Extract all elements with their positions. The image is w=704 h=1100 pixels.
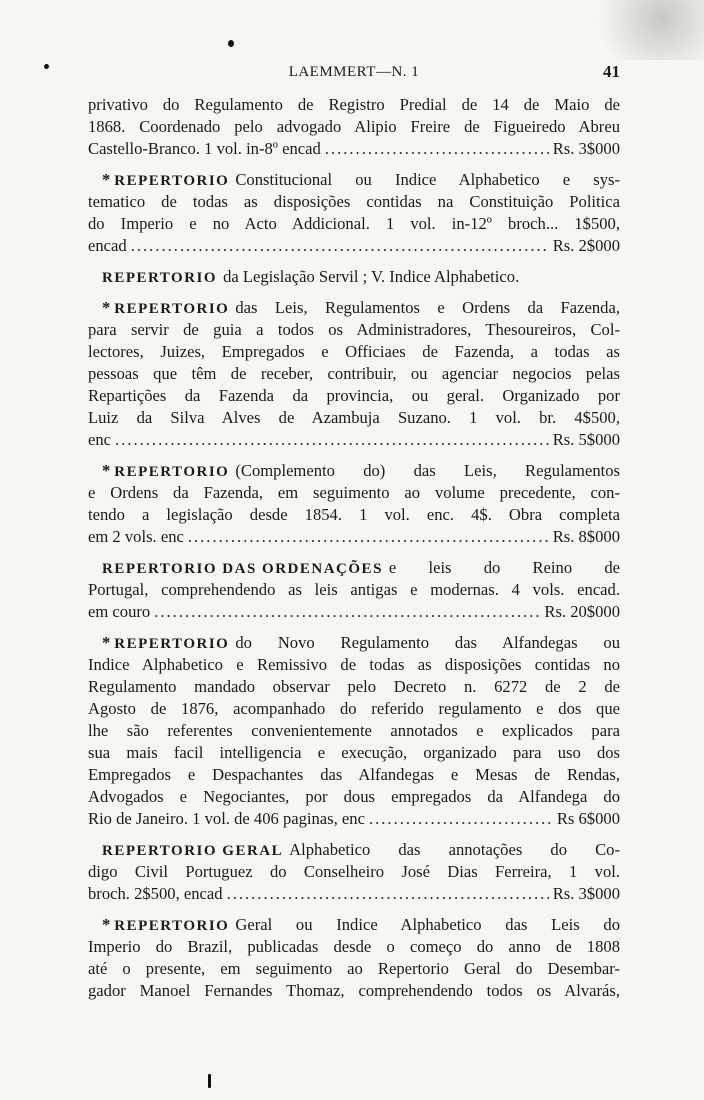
ink-mark [208, 1074, 211, 1088]
text-line [88, 341, 620, 363]
ink-dot [228, 40, 234, 47]
text-line [88, 213, 620, 235]
line-text: pessoas que têm de receber, contribuir, ou agenciar negocios pelas [88, 364, 620, 383]
line-text: broch. 2$500, encad [88, 884, 223, 903]
line-text: digo Civil Portuguez do Conselheiro José Dias Ferreira, 1 vol. [88, 862, 620, 881]
entry-marker: * [102, 298, 111, 317]
entry-keyword: REPERTORIO [102, 270, 218, 286]
text-line [88, 169, 620, 191]
text-line [88, 980, 620, 1002]
text-line [88, 138, 620, 160]
text-line [88, 936, 620, 958]
text-line [88, 601, 620, 623]
entry-keyword: REPERTORIO [114, 464, 230, 480]
line-text: (Complemento do) das Leis, Regulamentos [235, 461, 620, 480]
line-text: em 2 vols. enc [88, 527, 184, 546]
price: Rs 6$000 [556, 809, 620, 828]
text-line [88, 460, 620, 482]
line-text: Advogados e Negociantes, por dous empregados da Alfandega do [88, 787, 620, 806]
line-text: Rio de Janeiro. 1 vol. de 406 paginas, enc [88, 809, 365, 828]
catalogue-text [88, 94, 620, 1011]
dot-leader [325, 138, 549, 160]
text-line [88, 319, 620, 341]
catalogue-entry [88, 266, 620, 288]
page-number: 41 [603, 62, 620, 81]
text-line [88, 786, 620, 808]
text-line [88, 504, 620, 526]
page-header [88, 64, 620, 88]
text-line [88, 839, 620, 861]
line-text: Alphabetico das annotações do Co- [289, 840, 620, 859]
line-text: gador Manoel Fernandes Thomaz, comprehendendo todos os Alvarás, [88, 981, 620, 1000]
catalogue-entry [88, 94, 620, 160]
dot-leader [154, 601, 540, 623]
text-line [88, 742, 620, 764]
catalogue-entry [88, 914, 620, 1002]
entry-marker: * [102, 633, 111, 652]
entry-keyword: REPERTORIO [114, 636, 230, 652]
line-text: em couro [88, 602, 151, 621]
running-head: LAEMMERT—N. 1 [288, 64, 420, 80]
line-text: Imperio do Brazil, publicadas desde o começo do anno de 1808 [88, 937, 620, 956]
dot-leader [369, 808, 553, 830]
text-line [88, 808, 620, 830]
text-line [88, 698, 620, 720]
text-line [88, 191, 620, 213]
dot-leader [227, 883, 549, 905]
text-line [88, 557, 620, 579]
catalogue-entry [88, 460, 620, 548]
price: Rs. 20$000 [544, 602, 620, 621]
line-text: para servir de guia a todos os Administradores, Thesoureiros, Col- [88, 320, 620, 339]
line-text: Indice Alphabetico e Remissivo de todas as disposições contidas no [88, 655, 620, 674]
line-text: Repartições da Fazenda da provincia, ou geral. Organizado por [88, 386, 620, 405]
entry-keyword: REPERTORIO [114, 301, 230, 317]
catalogue-entry [88, 839, 620, 905]
entry-marker: * [102, 461, 111, 480]
line-text: Agosto de 1876, acompanhado do referido regulamento e dos que [88, 699, 620, 718]
line-text: e Ordens da Fazenda, em seguimento ao volume precedente, con- [88, 483, 620, 502]
catalogue-entry [88, 557, 620, 623]
dot-leader [131, 235, 549, 257]
dot-leader [188, 526, 549, 548]
entry-marker: * [102, 170, 111, 189]
text-line [88, 654, 620, 676]
line-text: tematico de todas as disposições contidas na Constituição Politica [88, 192, 620, 211]
text-line [88, 883, 620, 905]
text-line [88, 407, 620, 429]
line-text: Constitucional ou Indice Alphabetico e sys- [235, 170, 620, 189]
entry-keyword: REPERTORIO GERAL [102, 843, 284, 859]
line-text: Luiz da Silva Alves de Azambuja Suzano. 1 vol. br. 4$500, [88, 408, 620, 427]
text-line [88, 914, 620, 936]
text-line [88, 297, 620, 319]
line-text: Portugal, comprehendendo as leis antigas e modernas. 4 vols. encad. [88, 580, 620, 599]
text-line [88, 764, 620, 786]
line-text: Castello-Branco. 1 vol. in-8º encad [88, 139, 321, 158]
text-line [88, 94, 620, 116]
text-line [88, 861, 620, 883]
dot-leader [115, 429, 549, 451]
text-line [88, 579, 620, 601]
text-line [88, 720, 620, 742]
entry-keyword: REPERTORIO [114, 173, 230, 189]
text-line [88, 116, 620, 138]
line-text: das Leis, Regulamentos e Ordens da Fazenda, [235, 298, 620, 317]
price: Rs. 5$000 [552, 430, 620, 449]
line-text: do Novo Regulamento das Alfandegas ou [235, 633, 620, 652]
entry-keyword: REPERTORIO [114, 918, 230, 934]
catalogue-entry [88, 632, 620, 830]
price: Rs. 3$000 [552, 139, 620, 158]
price: Rs. 8$000 [552, 527, 620, 546]
line-text: sua mais facil intelligencia e execução, organizado para uso dos [88, 743, 620, 762]
ink-dot [44, 64, 49, 69]
line-text: da Legislação Servil ; V. Indice Alphabetico. [223, 267, 520, 286]
line-text: Geral ou Indice Alphabetico das Leis do [235, 915, 620, 934]
text-line [88, 526, 620, 548]
line-text: tendo a legislação desde 1854. 1 vol. enc. 4$. Obra completa [88, 505, 620, 524]
text-line [88, 385, 620, 407]
entry-marker: * [102, 915, 111, 934]
paper-speckle [564, 0, 704, 60]
catalogue-entry [88, 169, 620, 257]
text-line [88, 363, 620, 385]
text-line [88, 429, 620, 451]
price: Rs. 3$000 [552, 884, 620, 903]
line-text: encad [88, 236, 127, 255]
line-text: e leis do Reino de [388, 558, 620, 577]
text-line [88, 958, 620, 980]
catalogue-entry [88, 297, 620, 451]
line-text: lectores, Juizes, Empregados e Officiaes de Fazenda, a todas as [88, 342, 620, 361]
text-line [88, 482, 620, 504]
entry-keyword: REPERTORIO DAS ORDENAÇÕES [102, 561, 383, 577]
line-text: do Imperio e no Acto Addicional. 1 vol. in-12º broch... 1$500, [88, 214, 620, 233]
line-text: privativo do Regulamento de Registro Predial de 14 de Maio de [88, 95, 620, 114]
line-text: Regulamento mandado observar pelo Decreto n. 6272 de 2 de [88, 677, 620, 696]
text-line [88, 266, 620, 288]
line-text: Empregados e Despachantes das Alfandegas e Mesas de Rendas, [88, 765, 620, 784]
price: Rs. 2$000 [552, 236, 620, 255]
text-line [88, 676, 620, 698]
line-text: enc [88, 430, 112, 449]
line-text: até o presente, em seguimento ao Repertorio Geral do Desembar- [88, 959, 620, 978]
line-text: 1868. Coordenado pelo advogado Alipio Freire de Figueiredo Abreu [88, 117, 620, 136]
text-line [88, 632, 620, 654]
text-line [88, 235, 620, 257]
line-text: lhe são referentes convenientemente annotados e explicados para [88, 721, 620, 740]
